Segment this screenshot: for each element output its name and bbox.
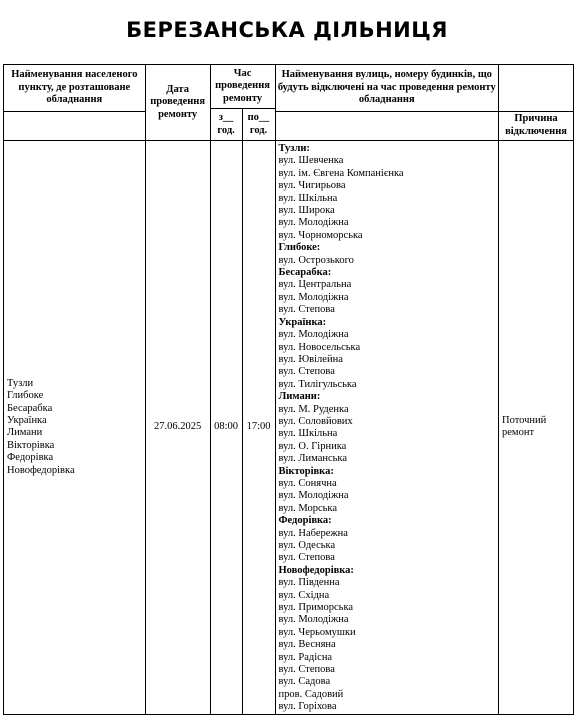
settlement-item: Вікторівка xyxy=(7,439,55,451)
settlement-item: Федорівка xyxy=(7,452,54,464)
street-item: вул. Сонячна xyxy=(278,477,337,489)
street-item: вул. Горіхова xyxy=(278,701,337,713)
header-streets: Найменування вулиць, номеру будинків, що будуть відключені на час проведення ремонту обладнання xyxy=(275,65,499,112)
street-item: вул. Шевченка xyxy=(278,155,344,167)
time-from-cell: 08:00 xyxy=(210,141,242,715)
street-item: вул. Лиманська xyxy=(278,453,348,465)
street-item: вул. М. Руденка xyxy=(278,403,349,415)
settlement-item: Бесарабка xyxy=(7,402,53,414)
street-item: вул. Степова xyxy=(278,366,335,378)
street-item: вул. Шкільна xyxy=(278,428,338,440)
street-group-heading: Новофедорівка: xyxy=(278,564,354,576)
street-item: вул. Ювілейна xyxy=(278,353,343,365)
header-date: Дата проведення ремонту xyxy=(145,65,210,141)
street-item: вул. Шкільна xyxy=(278,192,338,204)
settlement-item: Лимани xyxy=(7,427,43,439)
street-item: вул. Степова xyxy=(278,304,335,316)
street-item: вул. Морська xyxy=(278,502,338,514)
settlement-item: Глибоке xyxy=(7,390,44,402)
street-group-heading: Глибоке: xyxy=(278,242,321,254)
street-item: вул. Широка xyxy=(278,205,335,217)
street-item: вул. Молодіжна xyxy=(278,291,349,303)
settlements-cell xyxy=(4,141,146,715)
street-item: вул. Чигирьова xyxy=(278,180,346,192)
street-item: вул. Східна xyxy=(278,589,330,601)
header-time-to: по__ год. xyxy=(242,109,275,141)
street-item: вул. Степова xyxy=(278,552,335,564)
street-item: вул. О. Гірника xyxy=(278,440,347,452)
street-group-heading: Федорівка: xyxy=(278,515,332,527)
street-item: вул. Набережна xyxy=(278,527,348,539)
street-item: вул. Новосельська xyxy=(278,341,361,353)
header-reason: Причина відключення xyxy=(499,112,574,141)
street-item: вул. Острозького xyxy=(278,254,354,266)
street-group-heading: Лимани: xyxy=(278,391,321,403)
street-item: вул. Соловйових xyxy=(278,415,353,427)
street-item: вул. Радісна xyxy=(278,651,333,663)
street-item: вул. Тилігульська xyxy=(278,378,357,390)
street-group-heading: Українка: xyxy=(278,316,327,328)
street-item: вул. Центральна xyxy=(278,279,352,291)
time-to-cell: 17:00 xyxy=(242,141,275,715)
outage-schedule-table xyxy=(3,64,574,715)
street-item: вул. Черьомушки xyxy=(278,626,356,638)
street-item: пров. Садовий xyxy=(278,688,344,700)
street-item: вул. Молодіжна xyxy=(278,614,349,626)
reason-cell xyxy=(499,141,574,715)
street-item: вул. Молодіжна xyxy=(278,329,349,341)
street-item: вул. Степова xyxy=(278,664,335,676)
page-title: БЕРЕЗАНСЬКА ДІЛЬНИЦЯ xyxy=(126,18,448,42)
header-time-from: з__ год. xyxy=(210,109,242,141)
settlement-item: Українка xyxy=(7,414,47,426)
street-group-heading: Бесарабка: xyxy=(278,267,332,279)
reason-line: ремонт xyxy=(502,427,535,439)
street-item: вул. Чорноморська xyxy=(278,229,363,241)
street-item: вул. ім. Євгена Компанієнка xyxy=(278,167,404,179)
streets-cell xyxy=(275,141,499,715)
date-cell: 27.06.2025 xyxy=(145,141,210,715)
settlement-item: Тузли xyxy=(7,377,34,389)
street-item: вул. Південна xyxy=(278,577,340,589)
street-item: вул. Молодіжна xyxy=(278,217,349,229)
street-item: вул. Молодіжна xyxy=(278,490,349,502)
street-item: вул. Одеська xyxy=(278,540,336,551)
settlement-item: Новофедорівка xyxy=(7,464,75,476)
reason-line: Поточний xyxy=(502,414,547,426)
header-time: Час проведення ремонту xyxy=(210,65,275,109)
street-group-heading: Вікторівка: xyxy=(278,465,334,477)
street-group-heading: Тузли: xyxy=(278,143,310,154)
street-item: вул. Весняна xyxy=(278,639,336,651)
street-item: вул. Приморська xyxy=(278,602,354,614)
header-settlement: Найменування населеного пункту, де розташоване обладнання xyxy=(4,65,146,112)
street-item: вул. Садова xyxy=(278,676,331,688)
